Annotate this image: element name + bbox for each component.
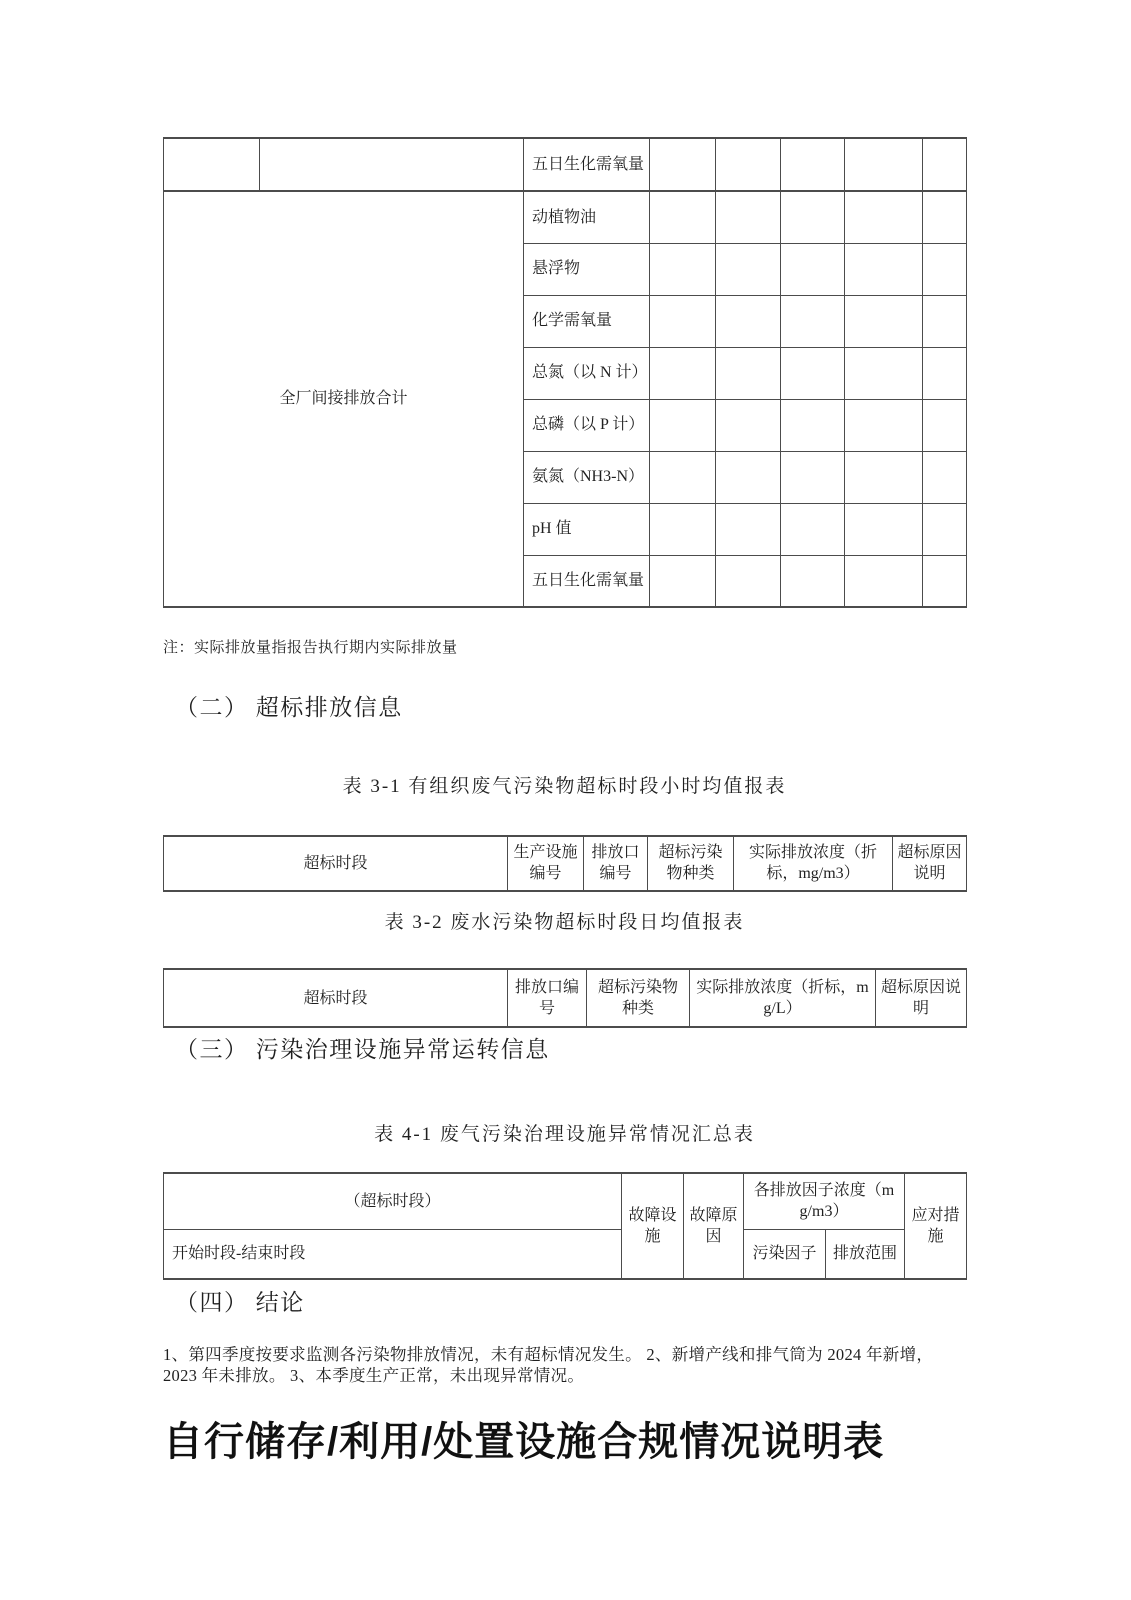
header-cell-response: 应对措施 bbox=[905, 1173, 967, 1279]
header-cell-concentration: 实际排放浓度（折标，mg/m3） bbox=[734, 836, 893, 891]
empty-data-cell bbox=[716, 295, 781, 347]
header-cell-emission-range: 排放范围 bbox=[826, 1229, 905, 1279]
header-cell-pollutant-type: 超标污染物种类 bbox=[648, 836, 734, 891]
empty-data-cell bbox=[716, 191, 781, 243]
header-cell-outlet-no: 排放口编号 bbox=[584, 836, 648, 891]
section-heading-3: （三） 污染治理设施异常运转信息 bbox=[175, 1037, 550, 1063]
empty-data-cell bbox=[781, 295, 845, 347]
pollutant-cell: 五日生化需氧量 bbox=[524, 138, 650, 191]
pollutant-cell: 悬浮物 bbox=[524, 243, 650, 295]
empty-data-cell bbox=[923, 191, 967, 243]
empty-data-cell bbox=[845, 503, 923, 555]
table-4-1-treatment-abnormal bbox=[163, 1172, 967, 1280]
table-3-2-caption: 表 3-2 废水污染物超标时段日均值报表 bbox=[384, 911, 745, 933]
table-footnote: 注：实际排放量指报告执行期内实际排放量 bbox=[163, 640, 458, 656]
pollutant-discharge-table bbox=[163, 137, 967, 608]
group-label-cell: 全厂间接排放合计 bbox=[164, 191, 524, 607]
empty-data-cell bbox=[923, 399, 967, 451]
header-cell-pollutant-factor: 污染因子 bbox=[744, 1229, 826, 1279]
table-3-1-gas-exceedance bbox=[163, 835, 967, 892]
header-cell-outlet-no: 排放口编号 bbox=[508, 969, 587, 1027]
empty-data-cell bbox=[923, 243, 967, 295]
empty-data-cell bbox=[716, 503, 781, 555]
empty-cell bbox=[260, 138, 524, 191]
section-heading-2: （二） 超标排放信息 bbox=[175, 695, 403, 720]
empty-data-cell bbox=[716, 138, 781, 191]
empty-data-cell bbox=[716, 399, 781, 451]
empty-data-cell bbox=[923, 347, 967, 399]
table-3-1-caption: 表 3-1 有组织废气污染物超标时段小时均值报表 bbox=[342, 776, 787, 798]
empty-data-cell bbox=[650, 295, 716, 347]
empty-data-cell bbox=[650, 243, 716, 295]
empty-data-cell bbox=[923, 451, 967, 503]
empty-data-cell bbox=[650, 399, 716, 451]
pollutant-cell: 五日生化需氧量 bbox=[524, 555, 650, 607]
empty-data-cell bbox=[716, 555, 781, 607]
header-cell-facility-no: 生产设施编号 bbox=[508, 836, 584, 891]
empty-data-cell bbox=[781, 243, 845, 295]
table-3-2-water-exceedance bbox=[163, 968, 967, 1028]
header-cell-factor-concentration: 各排放因子浓度（mg/m3） bbox=[744, 1173, 905, 1229]
empty-data-cell bbox=[781, 503, 845, 555]
empty-data-cell bbox=[716, 347, 781, 399]
header-cell-reason: 超标原因说明 bbox=[893, 836, 967, 891]
header-cell-fault-reason: 故障原因 bbox=[684, 1173, 744, 1279]
empty-data-cell bbox=[716, 451, 781, 503]
pollutant-cell: 氨氮（NH3-N） bbox=[524, 451, 650, 503]
table-header-row bbox=[164, 969, 967, 1027]
empty-data-cell bbox=[781, 399, 845, 451]
table-4-1-caption: 表 4-1 废气污染治理设施异常情况汇总表 bbox=[374, 1124, 755, 1146]
pollutant-cell: 总氮（以 N 计） bbox=[524, 347, 650, 399]
empty-data-cell bbox=[845, 399, 923, 451]
header-cell-period: 超标时段 bbox=[164, 836, 508, 891]
empty-data-cell bbox=[845, 451, 923, 503]
table-header-row bbox=[164, 1173, 967, 1229]
table-header-row bbox=[164, 836, 967, 891]
header-cell-period-top: （超标时段） bbox=[164, 1173, 622, 1229]
header-cell-period: 超标时段 bbox=[164, 969, 508, 1027]
pollutant-cell: pH 值 bbox=[524, 503, 650, 555]
empty-data-cell bbox=[923, 555, 967, 607]
header-cell-fault-facility: 故障设施 bbox=[622, 1173, 684, 1279]
empty-data-cell bbox=[650, 138, 716, 191]
empty-data-cell bbox=[781, 138, 845, 191]
pollutant-cell: 总磷（以 P 计） bbox=[524, 399, 650, 451]
empty-data-cell bbox=[781, 451, 845, 503]
pollutant-cell: 化学需氧量 bbox=[524, 295, 650, 347]
header-cell-reason: 超标原因说明 bbox=[876, 969, 967, 1027]
table-row bbox=[164, 138, 967, 191]
empty-cell bbox=[164, 138, 260, 191]
section-heading-4: （四） 结论 bbox=[175, 1290, 305, 1316]
empty-data-cell bbox=[716, 243, 781, 295]
header-cell-period-bottom: 开始时段-结束时段 bbox=[164, 1229, 622, 1279]
conclusion-paragraph: 1、第四季度按要求监测各污染物排放情况，未有超标情况发生。 2、新增产线和排气筒为 2024 年新增，2023 年未排放。 3、本季度生产正常，未出现异常情况。 bbox=[163, 1345, 934, 1386]
bottom-report-title: 自行储存/利用/处置设施合规情况说明表 bbox=[163, 1420, 885, 1465]
empty-data-cell bbox=[845, 347, 923, 399]
empty-data-cell bbox=[781, 191, 845, 243]
empty-data-cell bbox=[650, 503, 716, 555]
empty-data-cell bbox=[845, 243, 923, 295]
header-cell-pollutant-type: 超标污染物种类 bbox=[587, 969, 690, 1027]
empty-data-cell bbox=[923, 138, 967, 191]
empty-data-cell bbox=[650, 347, 716, 399]
empty-data-cell bbox=[650, 191, 716, 243]
header-cell-concentration: 实际排放浓度（折标，mg/L） bbox=[690, 969, 876, 1027]
empty-data-cell bbox=[650, 451, 716, 503]
empty-data-cell bbox=[845, 555, 923, 607]
table-row bbox=[164, 191, 967, 243]
empty-data-cell bbox=[845, 295, 923, 347]
pollutant-cell: 动植物油 bbox=[524, 191, 650, 243]
empty-data-cell bbox=[923, 503, 967, 555]
empty-data-cell bbox=[845, 191, 923, 243]
empty-data-cell bbox=[845, 138, 923, 191]
empty-data-cell bbox=[781, 347, 845, 399]
empty-data-cell bbox=[650, 555, 716, 607]
empty-data-cell bbox=[923, 295, 967, 347]
empty-data-cell bbox=[781, 555, 845, 607]
table-header-row bbox=[164, 1229, 967, 1279]
